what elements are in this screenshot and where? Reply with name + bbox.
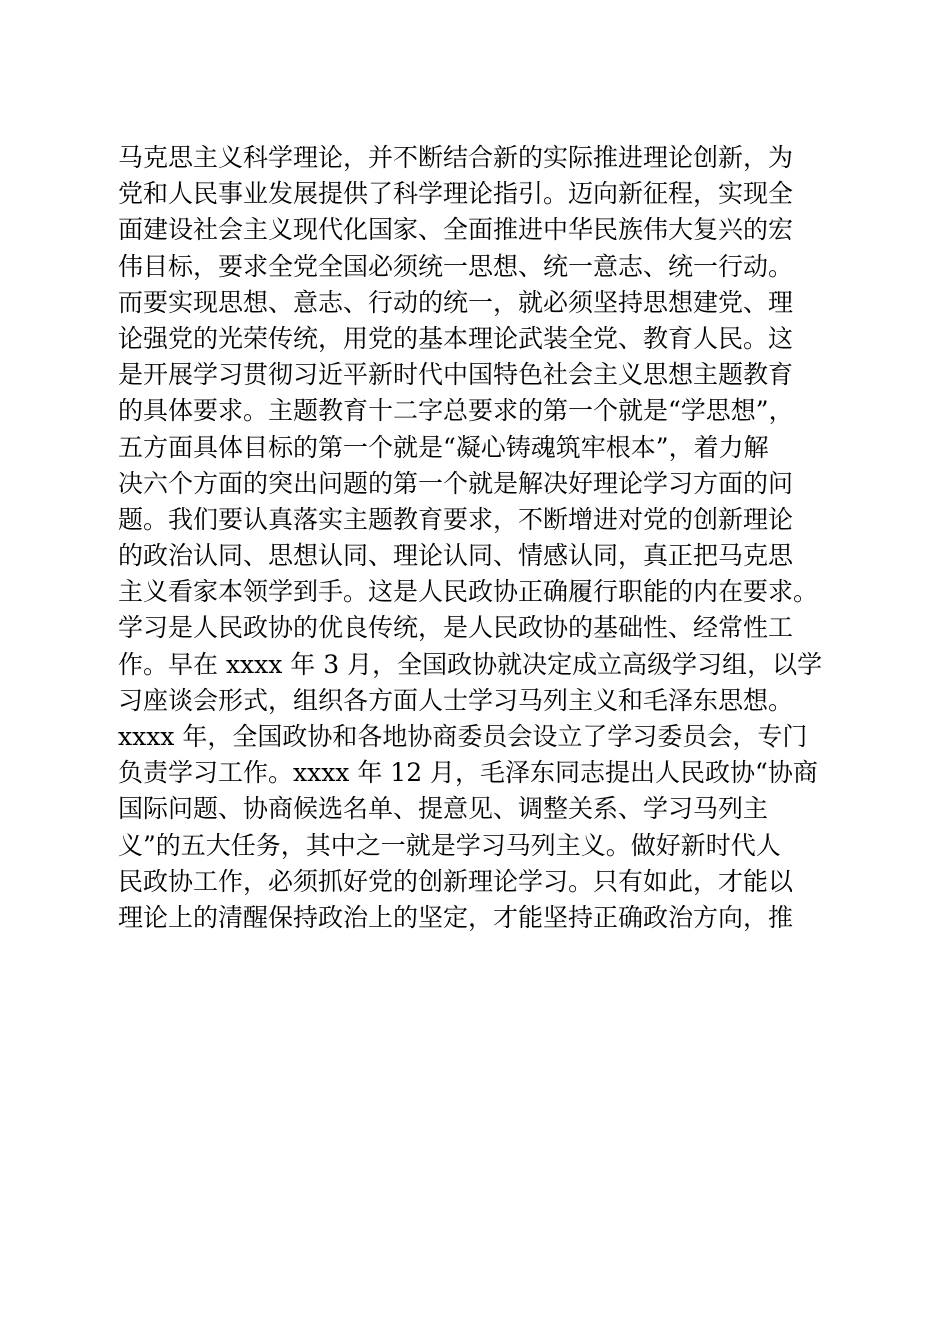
text-line: 面建设社会主义现代化国家、全面推进中华民族伟大复兴的宏 bbox=[118, 215, 794, 245]
text-line: xxxx 年，全国政协和各地协商委员会设立了学习委员会，专门 bbox=[118, 722, 808, 751]
text-line: 负责学习工作。xxxx 年 12 月，毛泽东同志提出人民政协“协商 bbox=[118, 758, 818, 788]
text-line: 理论上的清醒保持政治上的坚定，才能坚持正确政治方向，推 bbox=[118, 902, 794, 932]
text-line: 习座谈会形式，组织各方面人士学习马列主义和毛泽东思想。 bbox=[118, 685, 794, 715]
text-line: 义”的五大任务，其中之一就是学习马列主义。做好新时代人 bbox=[118, 830, 781, 860]
text-line: 是开展学习贯彻习近平新时代中国特色社会主义思想主题教育 bbox=[118, 360, 794, 390]
text-line: 而要实现思想、意志、行动的统一，就必须坚持思想建党、理 bbox=[118, 287, 794, 317]
text-line: 决六个方面的突出问题的第一个就是解决好理论学习方面的问 bbox=[118, 468, 794, 498]
text-line: 国际问题、协商候选名单、提意见、调整关系、学习马列主 bbox=[118, 794, 769, 824]
text-line: 学习是人民政协的优良传统，是人民政协的基础性、经常性工 bbox=[118, 613, 794, 643]
text-line: 主义看家本领学到手。这是人民政协正确履行职能的内在要求。 bbox=[118, 577, 819, 607]
text-line: 党和人民事业发展提供了科学理论指引。迈向新征程，实现全 bbox=[118, 179, 794, 209]
body-text bbox=[118, 140, 840, 936]
text-line: 伟目标，要求全党全国必须统一思想、统一意志、统一行动。 bbox=[118, 251, 794, 281]
text-line: 题。我们要认真落实主题教育要求，不断增进对党的创新理论 bbox=[118, 504, 794, 534]
text-line: 的具体要求。主题教育十二字总要求的第一个就是“学思想”， bbox=[118, 396, 794, 426]
text-line: 作。早在 xxxx 年 3 月，全国政协就决定成立高级学习组，以学 bbox=[118, 649, 823, 679]
text-line: 五方面具体目标的第一个就是“凝心铸魂筑牢根本”，着力解 bbox=[118, 432, 769, 462]
text-line: 民政协工作，必须抓好党的创新理论学习。只有如此，才能以 bbox=[118, 866, 794, 896]
text-line: 马克思主义科学理论，并不断结合新的实际推进理论创新，为 bbox=[118, 143, 794, 172]
text-line: 论强党的光荣传统，用党的基本理论武装全党、教育人民。这 bbox=[118, 323, 794, 353]
text-line: 的政治认同、思想认同、理论认同、情感认同，真正把马克思 bbox=[118, 541, 794, 571]
